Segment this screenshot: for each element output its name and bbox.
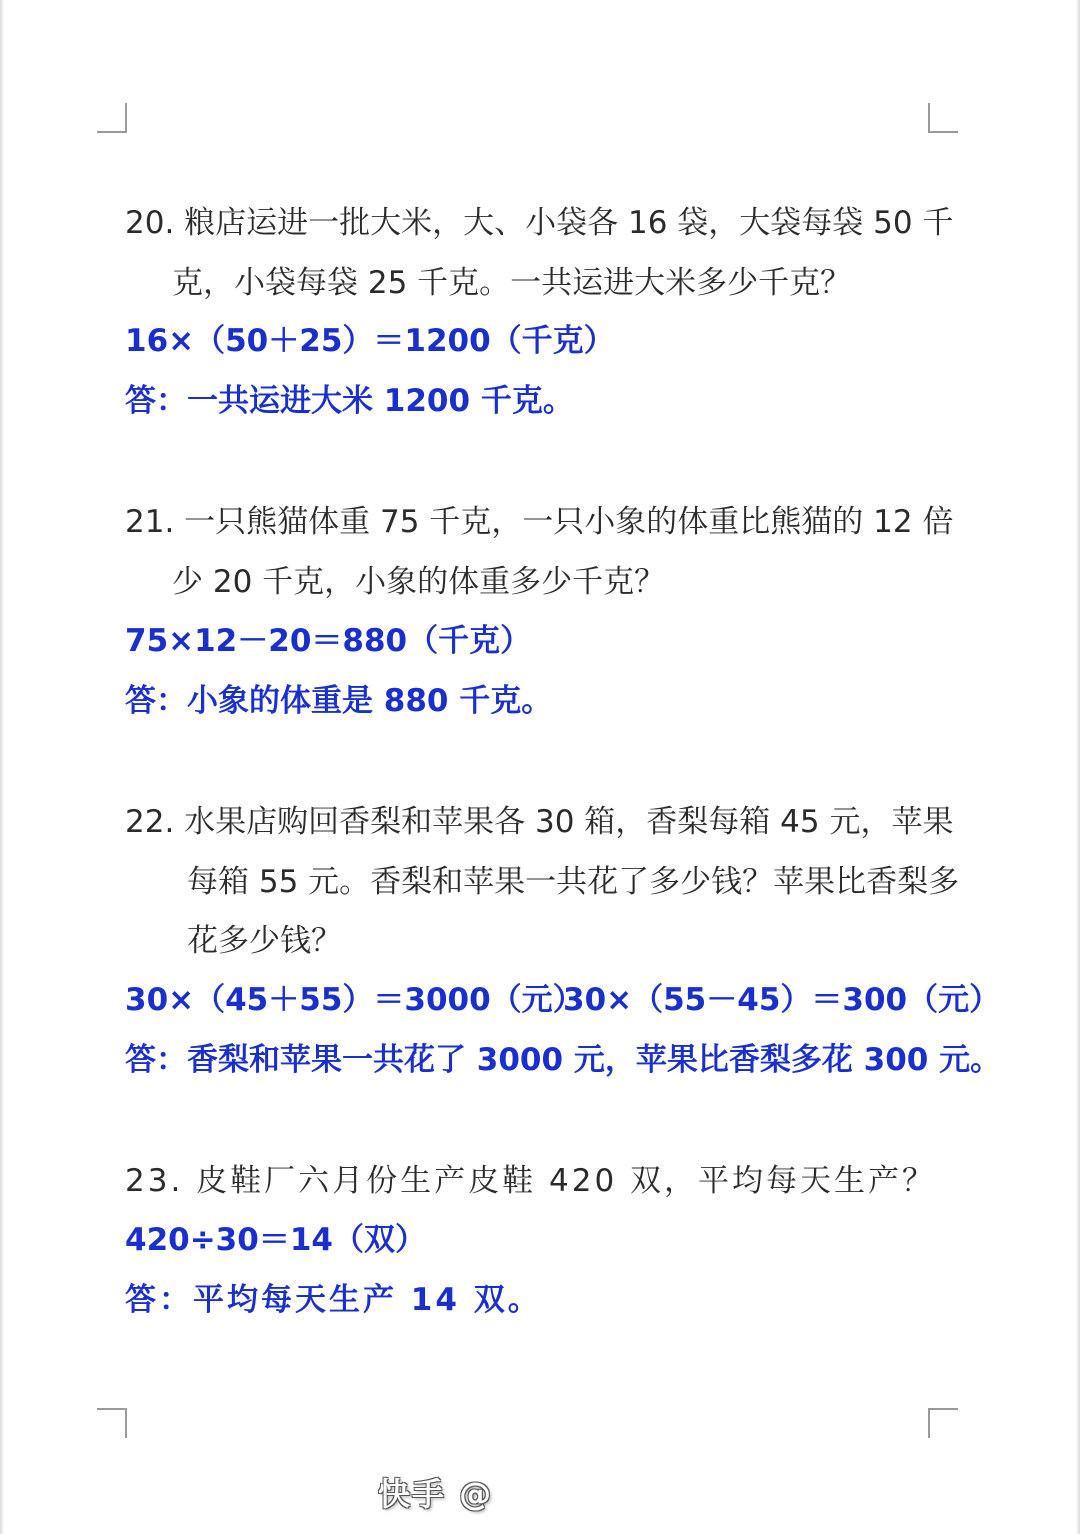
question-23-line-1: 23. 皮鞋厂六月份生产皮鞋 420 双，平均每天生产？ — [125, 1163, 937, 1199]
answer-22: 答：香梨和苹果一共花了 3000 元，苹果比香梨多花 300 元。 — [125, 1042, 1002, 1078]
question-22-line-2: 每箱 55 元。香梨和苹果一共花了多少钱？苹果比香梨多 — [187, 864, 960, 900]
answer-21: 答：小象的体重是 880 千克。 — [125, 683, 553, 719]
crop-mark-top-left — [97, 103, 127, 133]
equation-22-difference: 30×（55－45）＝300（元） — [563, 982, 1001, 1018]
equation-22-total: 30×（45＋55）＝3000（元） — [125, 982, 584, 1018]
kuaishou-watermark: 快手 @ — [378, 1475, 494, 1513]
question-22-line-1: 22. 水果店购回香梨和苹果各 30 箱，香梨每箱 45 元，苹果 — [125, 804, 954, 840]
equation-23: 420÷30＝14（双） — [125, 1222, 426, 1258]
question-21-line-1: 21. 一只熊猫体重 75 千克，一只小象的体重比熊猫的 12 倍 — [125, 504, 954, 540]
crop-mark-bottom-right — [928, 1408, 958, 1438]
page-edge-left — [0, 0, 4, 1534]
equation-21: 75×12－20＝880（千克） — [125, 623, 532, 659]
answer-20: 答：一共运进大米 1200 千克。 — [125, 383, 574, 419]
crop-mark-top-right — [928, 103, 958, 133]
question-20-line-2: 克，小袋每袋 25 千克。一共运进大米多少千克？ — [172, 265, 852, 301]
crop-mark-bottom-left — [97, 1408, 127, 1438]
question-20-line-1: 20. 粮店运进一批大米，大、小袋各 16 袋，大袋每袋 50 千 — [125, 205, 954, 241]
equation-20: 16×（50＋25）＝1200（千克） — [125, 323, 615, 359]
answer-23: 答：平均每天生产 14 双。 — [125, 1282, 542, 1318]
question-21-line-2: 少 20 千克，小象的体重多少千克？ — [172, 564, 666, 600]
question-22-line-3: 花多少钱？ — [187, 923, 342, 959]
page-edge-right — [1076, 0, 1080, 1534]
